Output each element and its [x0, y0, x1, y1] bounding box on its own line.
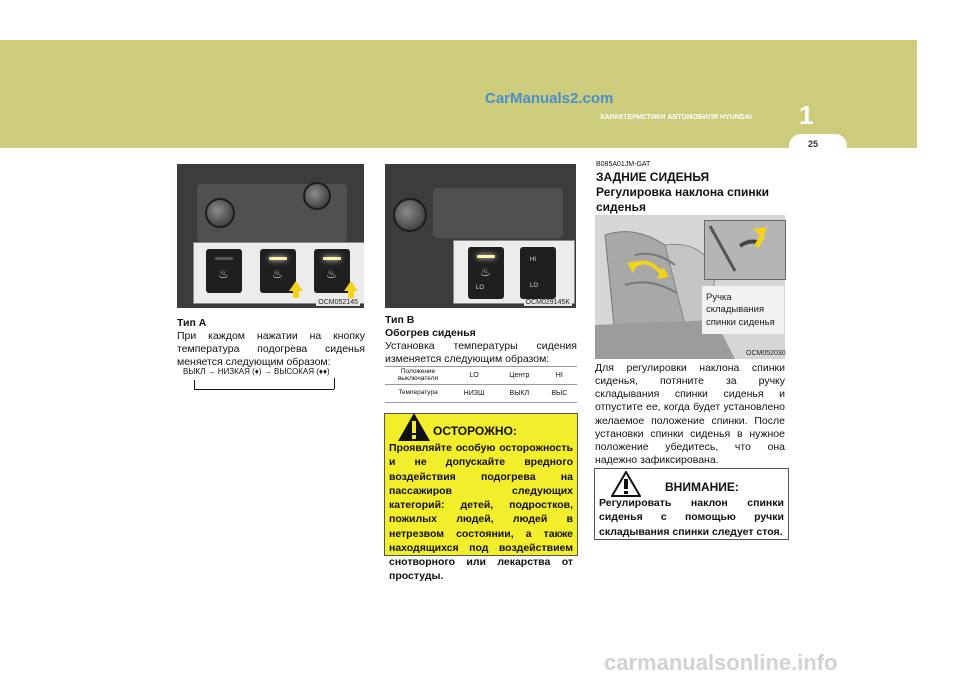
watermark-bottom[interactable]: carmanualsonline.info — [604, 650, 838, 675]
table-cell: ВЫКЛ — [497, 385, 542, 403]
attention-title: ВНИМАНИЕ: — [665, 480, 739, 494]
button-zoom-panel — [193, 242, 364, 304]
attention-box — [594, 468, 789, 540]
seat-heat-icon: ♨ — [326, 267, 337, 281]
handle-inset — [704, 220, 786, 280]
seat-heat-icon: ♨ — [218, 267, 229, 281]
seat-callout: Ручка складывания спинки сиденья — [706, 292, 775, 328]
type-b-subtitle: Обогрев сиденья — [385, 327, 476, 340]
led-indicator-on — [323, 257, 341, 260]
table-cell: Центр — [497, 367, 542, 385]
seat-heat-icon: ♨ — [480, 265, 491, 279]
led-indicator-on — [477, 255, 495, 258]
figure-code: OCM052030 — [746, 350, 786, 357]
section-title: ХАРАКТЕРИСТИКИ АВТОМОБИЛЯ HYUNDAI — [600, 114, 752, 121]
temperature-table — [385, 366, 577, 403]
type-b-block — [385, 314, 577, 367]
type-b-body: Установка температуры сидения изменяется следующим образом: — [385, 340, 577, 366]
type-b-title: Тип В — [385, 314, 415, 326]
arrow-stem — [348, 291, 354, 298]
knob-icon — [393, 198, 427, 232]
table-cell: НИЗШ — [451, 385, 497, 403]
sequence-loop-line — [194, 380, 195, 389]
caution-box — [384, 413, 578, 583]
seat-heat-switch-right — [520, 247, 556, 299]
seat-heat-switch-left — [468, 247, 504, 299]
figure-type-b — [385, 164, 576, 308]
sequence-loop-line — [334, 378, 335, 389]
arrow-up-icon — [344, 281, 358, 291]
led-indicator — [215, 257, 233, 260]
table-row — [385, 367, 577, 385]
knob-icon — [205, 198, 235, 228]
type-a-block — [177, 317, 365, 370]
heat-sequence: ВЫКЛ → НИЗКАЯ (♦) → ВЫСОКАЯ (♦♦) — [183, 367, 330, 376]
figure-code: OCM029145K — [525, 299, 570, 306]
table-cell: Положение выключателя — [385, 367, 451, 385]
header-band — [0, 40, 917, 148]
figure-type-a — [177, 164, 364, 308]
section-code: B085A01JM-GAT — [596, 161, 651, 168]
warning-triangle-icon — [611, 471, 641, 497]
rear-seats-block — [596, 161, 786, 215]
button-zoom-panel — [453, 240, 575, 304]
seat-heat-button-off — [206, 249, 242, 293]
knob-icon — [303, 182, 331, 210]
handle-inset-drawing — [705, 221, 785, 279]
console-panel — [433, 188, 563, 238]
table-cell: Температура — [385, 385, 451, 403]
figure-code: OCM052145 — [318, 299, 358, 306]
type-a-title: Тип А — [177, 317, 207, 329]
table-row — [385, 385, 577, 403]
warning-triangle-icon — [397, 412, 431, 442]
attention-body: Регулировать наклон спинки сиденья с помощью ручки складывания спинки следует стоя. — [599, 497, 784, 538]
led-indicator-on — [269, 257, 287, 260]
rear-seats-body: Для регулировки наклона спинки сиденья, потяните за ручку складывания спинки сиденья и отпустите ее, когда будет установлено желаемое положение спинки. После установки спинки сиденья в нужное положение убедитесь, что она надежно зафиксирована. — [595, 362, 785, 466]
switch-label-lo: LO — [530, 283, 539, 289]
arrow-up-icon — [289, 281, 303, 291]
table-cell: HI — [542, 367, 577, 385]
switch-label-lo: LO — [476, 285, 485, 291]
switch-label-hi: HI — [530, 257, 536, 263]
arrow-stem — [293, 291, 299, 298]
seat-heat-icon: ♨ — [272, 267, 283, 281]
table-cell: LO — [451, 367, 497, 385]
sequence-loop-line — [194, 389, 334, 390]
rear-seats-subtitle: Регулировка наклона спинки сиденья — [596, 184, 769, 214]
rear-seats-title: ЗАДНИЕ СИДЕНЬЯ — [596, 169, 710, 184]
caution-title: ОСТОРОЖНО: — [433, 424, 517, 438]
caution-body: Проявляйте особую осторожность и не допускайте вредного воздействия подогрева на пассажиров следующих категорий: детей, подростков, пожилых людей, людей в нетрезвом состоянии, а также находящихся под воздействием снотворного или лекарства от простуды. — [389, 442, 573, 583]
watermark-top[interactable]: CarManuals2.com — [485, 90, 614, 107]
page-number: 25 — [807, 139, 818, 149]
type-a-body: При каждом нажатии на кнопку температура подогрева сиденья меняется следующим образом: — [177, 330, 365, 369]
chapter-number: 1 — [799, 100, 814, 130]
table-cell: ВЫС — [542, 385, 577, 403]
